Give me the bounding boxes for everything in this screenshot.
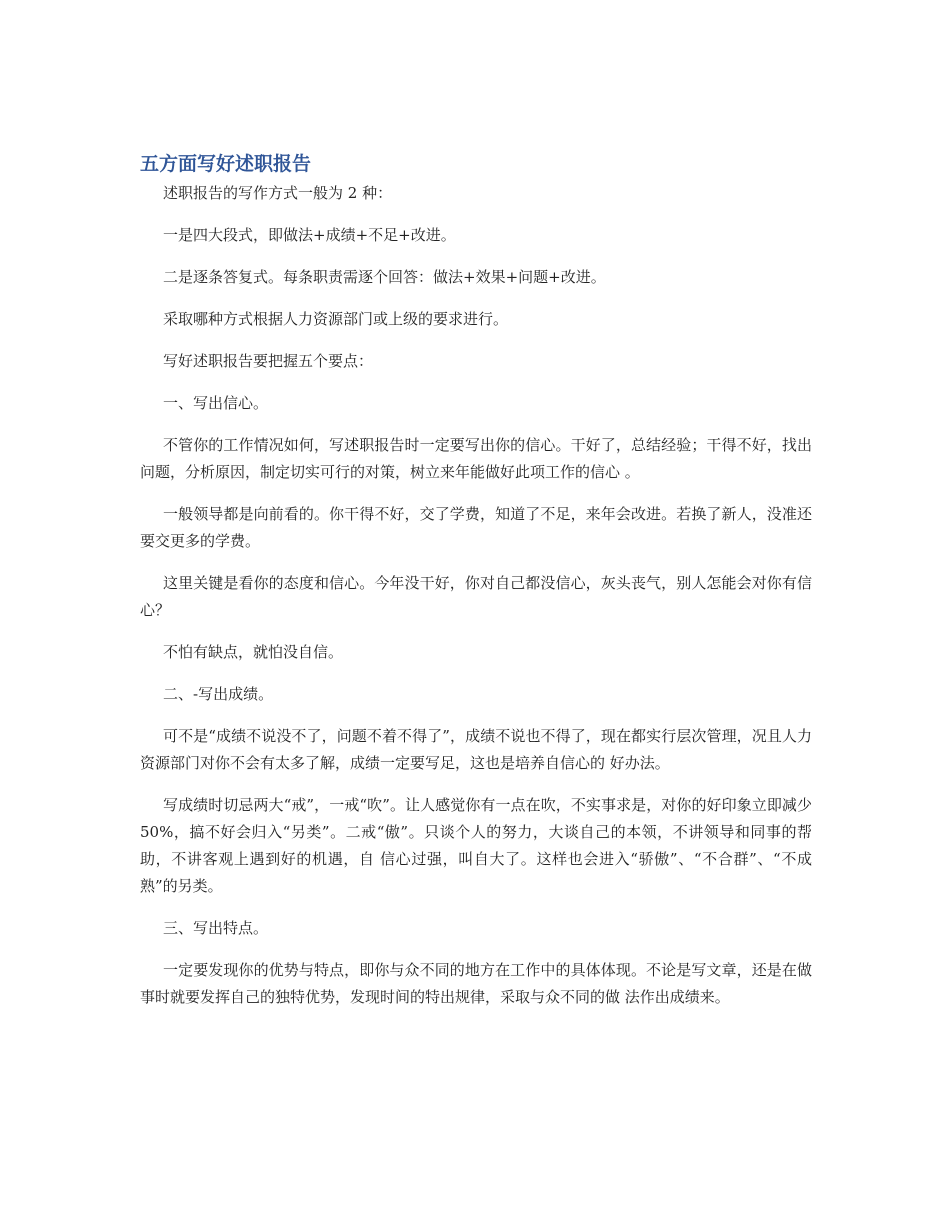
- paragraph: 这里关键是看你的态度和信心。今年没干好，你对自己都没信心，灰头丧气，别人怎能会对你有信心？: [140, 574, 812, 619]
- paragraph: 一定要发现你的优势与特点，即你与众不同的地方在工作中的具体体现。不论是写文章，还是在做事时就要发挥自己的独特优势，发现时间的特出规律，采取与众不同的做 法作出成绩来。: [140, 961, 812, 1006]
- document-body: [140, 150, 812, 1026]
- paragraph: 二是逐条答复式。每条职责需逐个回答：做法+效果+问题+改进。: [163, 268, 606, 286]
- paragraph: 不管你的工作情况如何，写述职报告时一定要写出你的信心。干好了，总结经验；干得不好，找出问题，分析原因，制定切实可行的对策，树立来年能做好此项工作的信心 。: [140, 436, 812, 481]
- paragraph: 写好述职报告要把握五个要点：: [163, 352, 374, 370]
- paragraph: 一般领导都是向前看的。你干得不好，交了学费，知道了不足，来年会改进。若换了新人，没准还要交更多的学费。: [140, 505, 812, 550]
- section-heading: 三、写出特点。: [163, 919, 269, 937]
- paragraph: 可不是“成绩不说没不了，问题不着不得了”，成绩不说也不得了，现在都实行层次管理，况且人力资源部门对你不会有太多了解，成绩一定要写足，这也是培养自信心的 好办法。: [140, 727, 812, 772]
- paragraph: 不怕有缺点，就怕没自信。: [163, 643, 344, 661]
- section-heading: 二、-写出成绩。: [163, 685, 274, 703]
- paragraph: 一是四大段式，即做法+成绩+不足+改进。: [163, 226, 456, 244]
- paragraph: 采取哪种方式根据人力资源部门或上级的要求进行。: [163, 310, 509, 328]
- document-title: 五方面写好述职报告: [140, 153, 312, 175]
- section-heading: 一、写出信心。: [163, 394, 269, 412]
- paragraph: 述职报告的写作方式一般为 2 种：: [163, 184, 393, 202]
- paragraph: 写成绩时切忌两大“戒”，一戒“吹”。让人感觉你有一点在吹，不实事求是，对你的好印象立即减少 50%，搞不好会归入“另类”。二戒“傲”。只谈个人的努力，大谈自己的本领，不讲领导和同事的帮助，不讲客观上遇到好的机遇，自 信心过强，叫自大了。这样也会进入“骄傲”、“不合群”、“不成熟”的另类。: [140, 796, 812, 895]
